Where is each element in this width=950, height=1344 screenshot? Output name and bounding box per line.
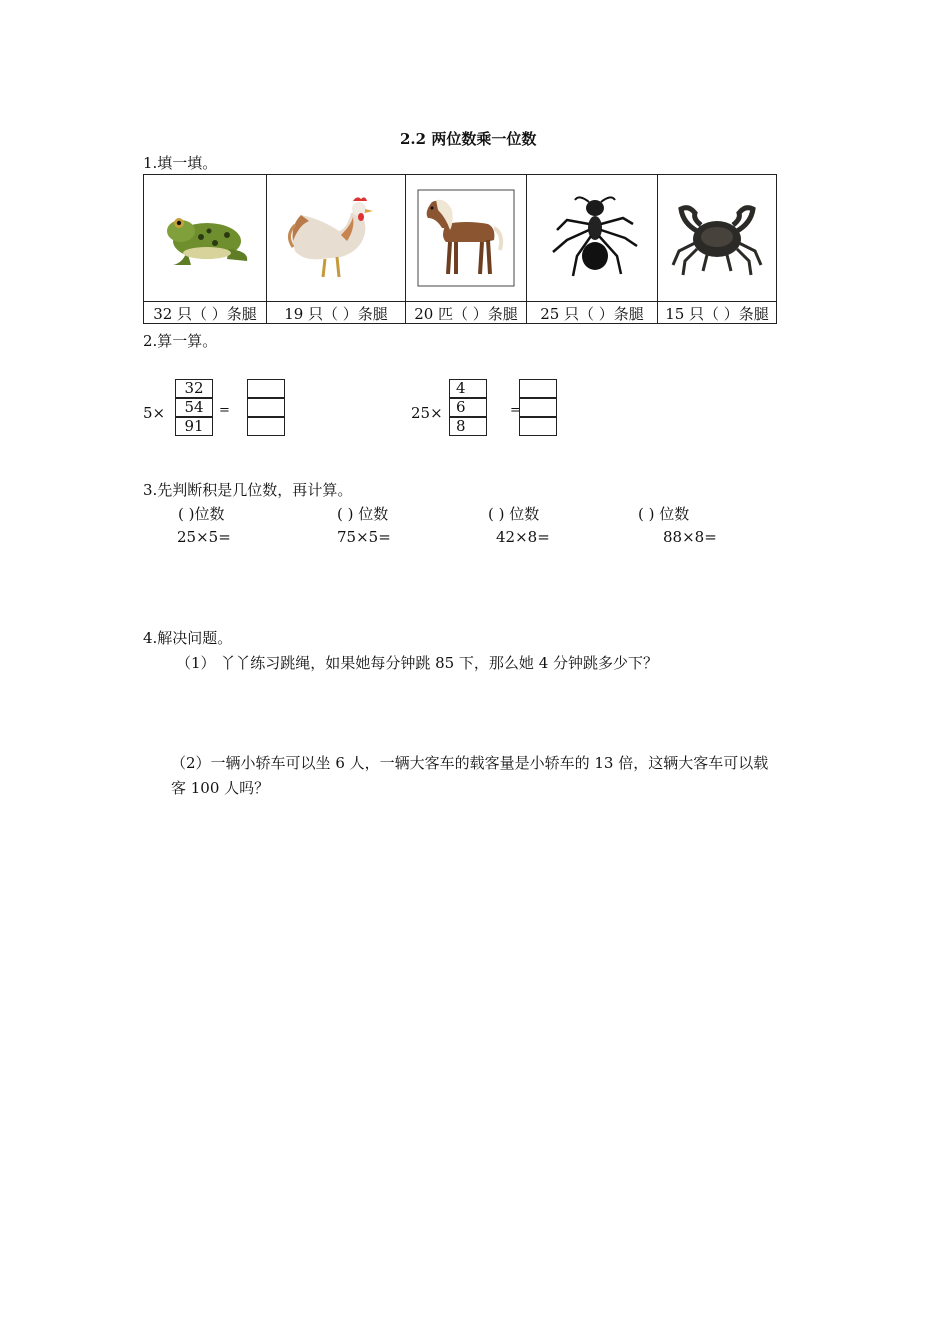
left-multiplier: 5× — [143, 404, 166, 422]
caption-ant: 25 只（ ）条腿 — [540, 305, 644, 323]
right-equals: = — [510, 403, 521, 418]
animal-cell-crab — [658, 175, 776, 323]
q3-blank-1: ( )位数 — [178, 505, 225, 523]
left-number-2: 54 — [175, 398, 213, 417]
right-number-2: 6 — [449, 398, 487, 417]
q3-blank-4: ( ) 位数 — [638, 505, 690, 523]
caption-rooster: 19 只（ ）条腿 — [284, 305, 388, 323]
left-answer-box-3[interactable] — [247, 417, 285, 436]
frog-icon — [144, 181, 266, 295]
left-number-1: 32 — [175, 379, 213, 398]
rooster-icon — [267, 181, 405, 295]
q4-heading: 4.解决问题。 — [143, 629, 233, 647]
left-answer-box-1[interactable] — [247, 379, 285, 398]
animal-cell-rooster — [267, 175, 406, 323]
q3-blank-3: ( ) 位数 — [488, 505, 540, 523]
q4-problem-1: （1） 丫丫练习跳绳，如果她每分钟跳 85 下，那么她 4 分钟跳多少下？ — [176, 654, 659, 672]
right-number-1: 4 — [449, 379, 487, 398]
caption-crab: 15 只（ ）条腿 — [665, 305, 769, 323]
animal-table — [143, 174, 777, 324]
caption-horse: 20 匹（ ）条腿 — [414, 305, 518, 323]
right-number-3: 8 — [449, 417, 487, 436]
q4-problem-2-line-1: （2）一辆小轿车可以坐 6 人，一辆大客车的载客量是小轿车的 13 倍，这辆大客车可以载 — [171, 754, 769, 772]
q3-expr-1: 25×5= — [177, 528, 231, 546]
crab-icon — [658, 181, 776, 295]
horse-icon — [406, 181, 526, 295]
left-answer-box-2[interactable] — [247, 398, 285, 417]
left-equals: = — [219, 403, 230, 418]
animal-cell-ant — [527, 175, 658, 323]
left-number-3: 91 — [175, 417, 213, 436]
q4-problem-2-line-2: 客 100 人吗？ — [171, 779, 270, 797]
page-title: 2.2 两位数乘一位数 — [400, 130, 537, 148]
right-multiplier: 25× — [411, 404, 443, 422]
caption-frog: 32 只（ ）条腿 — [153, 305, 257, 323]
q3-expr-4: 88×8= — [663, 528, 717, 546]
q3-expr-3: 42×8= — [496, 528, 550, 546]
q2-heading: 2.算一算。 — [143, 332, 218, 350]
right-answer-box-3[interactable] — [519, 417, 557, 436]
right-answer-box-2[interactable] — [519, 398, 557, 417]
animal-cell-frog — [144, 175, 267, 323]
ant-icon — [527, 181, 657, 295]
q3-blank-2: ( ) 位数 — [337, 505, 389, 523]
right-answer-box-1[interactable] — [519, 379, 557, 398]
q3-expr-2: 75×5= — [337, 528, 391, 546]
q3-heading: 3.先判断积是几位数，再计算。 — [143, 481, 353, 499]
animal-cell-horse — [406, 175, 527, 323]
q1-heading: 1.填一填。 — [143, 154, 218, 172]
